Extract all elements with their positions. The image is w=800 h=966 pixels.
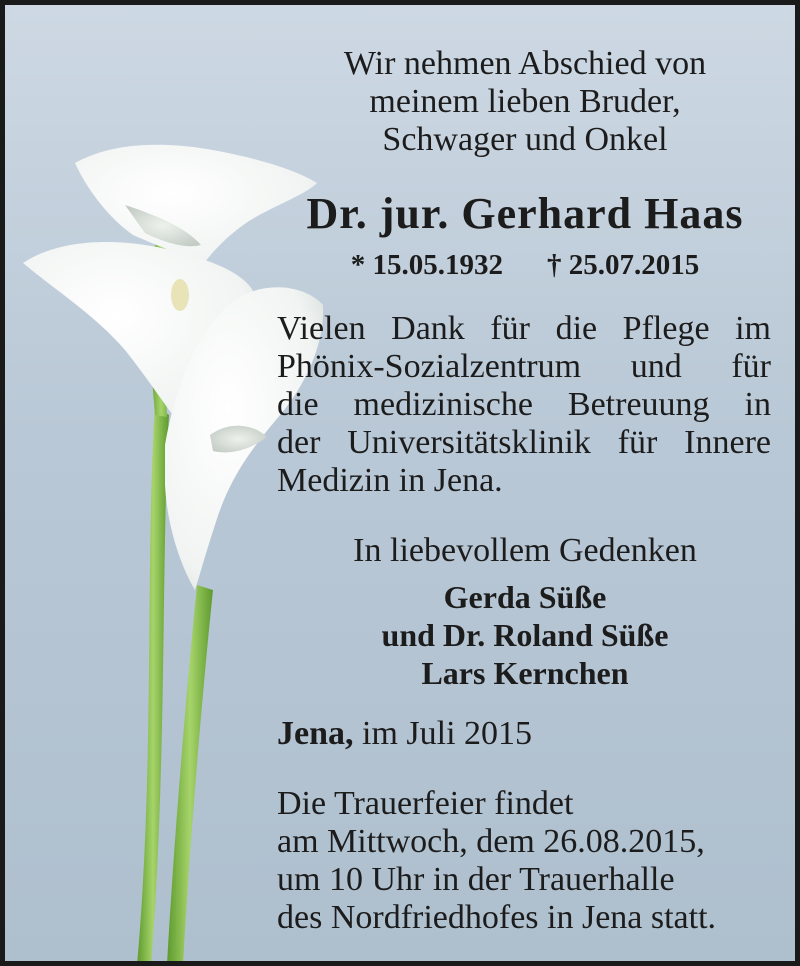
intro-line-3: Schwager und Onkel <box>382 121 668 158</box>
birth-date: * 15.05.1932 <box>350 249 503 281</box>
mourner-name: und Dr. Roland Süße <box>381 617 669 653</box>
mourner-name: Lars Kernchen <box>421 655 629 691</box>
funeral-line: am Mittwoch, dem 26.08.2015, <box>277 823 705 860</box>
funeral-line: um 10 Uhr in der Trauerhalle <box>277 861 675 898</box>
funeral-info <box>277 785 716 937</box>
thanks-line: Phönix-Sozialzentrum und für <box>277 348 771 385</box>
life-dates <box>335 249 715 282</box>
place-city: Jena, <box>277 715 354 752</box>
intro-text <box>275 45 775 159</box>
place-month: im Juli 2015 <box>353 715 533 752</box>
intro-line-1: Wir nehmen Abschied von <box>343 45 707 82</box>
place-date <box>277 715 532 753</box>
intro-line-2: meinem lieben Bruder, <box>369 83 681 120</box>
thanks-paragraph <box>277 310 771 500</box>
thanks-line: Vielen Dank für die Pflege im <box>277 310 771 347</box>
memory-heading: In liebevollem Gedenken <box>353 532 697 569</box>
mourners-list <box>275 578 775 692</box>
thanks-line: der Universitätsklinik für Innere <box>277 424 771 461</box>
thanks-line: die medizinische Betreuung in <box>277 386 771 423</box>
funeral-line: des Nordfriedhofes in Jena statt. <box>277 899 717 936</box>
funeral-line: Die Trauerfeier findet <box>277 785 574 822</box>
mourner-name: Gerda Süße <box>443 579 607 615</box>
deceased-name: Dr. jur. Gerhard Haas <box>306 189 744 238</box>
death-date: † 25.07.2015 <box>547 249 700 281</box>
thanks-line: Medizin in Jena. <box>277 462 503 499</box>
